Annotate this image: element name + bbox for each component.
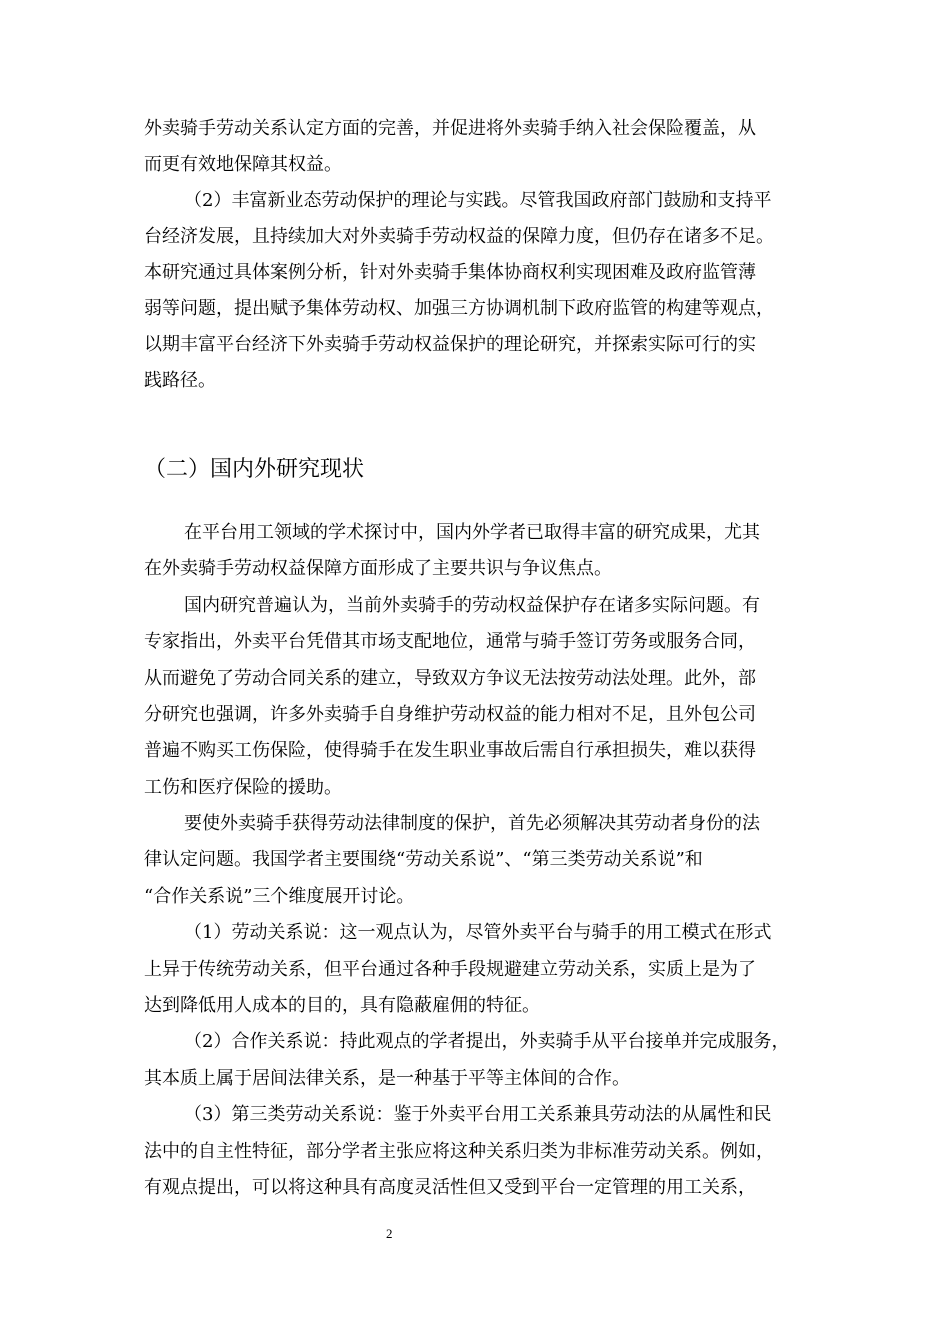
paragraph-line: 践路径。	[144, 370, 216, 391]
paragraph-line: （2）合作关系说：持此观点的学者提出，外卖骑手从平台接单并完成服务，	[184, 1031, 790, 1052]
section-heading: （二）国内外研究现状	[144, 457, 365, 482]
paragraph-line: 其本质上属于居间法律关系，是一种基于平等主体间的合作。	[144, 1068, 630, 1089]
paragraph-line: “合作关系说”三个维度展开讨论。	[144, 886, 415, 907]
paragraph-line: 外卖骑手劳动关系认定方面的完善，并促进将外卖骑手纳入社会保险覆盖，从	[144, 118, 756, 139]
paragraph-line: 国内研究普遍认为，当前外卖骑手的劳动权益保护存在诸多实际问题。有	[184, 595, 760, 616]
paragraph-line: （2）丰富新业态劳动保护的理论与实践。尽管我国政府部门鼓励和支持平	[184, 190, 772, 211]
paragraph-line: 在平台用工领域的学术探讨中，国内外学者已取得丰富的研究成果，尤其	[184, 522, 760, 543]
paragraph-line: 本研究通过具体案例分析，针对外卖骑手集体协商权利实现困难及政府监管薄	[144, 262, 756, 283]
paragraph-line: 而更有效地保障其权益。	[144, 154, 342, 175]
paragraph-line: 律认定问题。我国学者主要围绕“劳动关系说”、“第三类劳动关系说”和	[144, 849, 703, 870]
paragraph-line: 分研究也强调，许多外卖骑手自身维护劳动权益的能力相对不足，且外包公司	[144, 704, 756, 725]
paragraph-line: 达到降低用人成本的目的，具有隐蔽雇佣的特征。	[144, 995, 540, 1016]
paragraph-line: 法中的自主性特征，部分学者主张应将这种关系归类为非标准劳动关系。例如，	[144, 1141, 774, 1162]
paragraph-line: （1）劳动关系说：这一观点认为，尽管外卖平台与骑手的用工模式在形式	[184, 922, 772, 943]
paragraph-line: （3）第三类劳动关系说：鉴于外卖平台用工关系兼具劳动法的从属性和民	[184, 1104, 772, 1125]
paragraph-line: 专家指出，外卖平台凭借其市场支配地位，通常与骑手签订劳务或服务合同，	[144, 631, 756, 652]
paragraph-line: 要使外卖骑手获得劳动法律制度的保护，首先必须解决其劳动者身份的法	[184, 813, 760, 834]
paragraph-line: 从而避免了劳动合同关系的建立，导致双方争议无法按劳动法处理。此外，部	[144, 668, 756, 689]
paragraph-line: 普遍不购买工伤保险，使得骑手在发生职业事故后需自行承担损失，难以获得	[144, 740, 756, 761]
paragraph-line: 上异于传统劳动关系，但平台通过各种手段规避建立劳动关系，实质上是为了	[144, 959, 756, 980]
paragraph-line: 有观点提出，可以将这种具有高度灵活性但又受到平台一定管理的用工关系，	[144, 1177, 756, 1198]
paragraph-line: 工伤和医疗保险的援助。	[144, 777, 342, 798]
page-number: 2	[386, 1226, 393, 1241]
paragraph-line: 台经济发展，且持续加大对外卖骑手劳动权益的保障力度，但仍存在诸多不足。	[144, 226, 774, 247]
paragraph-line: 弱等问题，提出赋予集体劳动权、加强三方协调机制下政府监管的构建等观点，	[144, 298, 774, 319]
paragraph-line: 以期丰富平台经济下外卖骑手劳动权益保护的理论研究，并探索实际可行的实	[144, 334, 756, 355]
paragraph-line: 在外卖骑手劳动权益保障方面形成了主要共识与争议焦点。	[144, 558, 612, 579]
